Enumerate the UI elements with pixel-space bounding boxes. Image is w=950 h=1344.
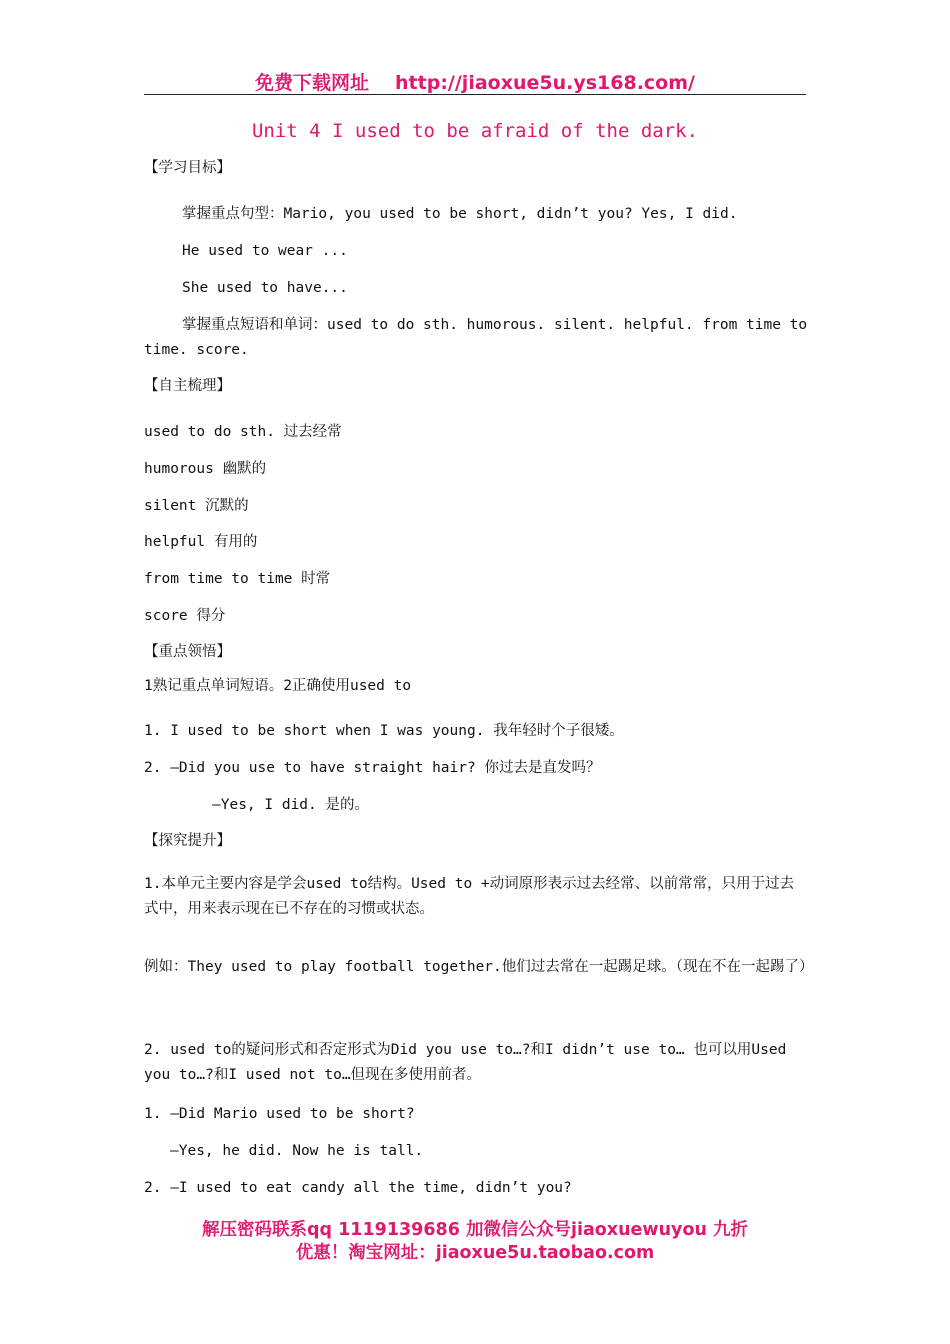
goals-line-1: 掌握重点句型：Mario, you used to be short, didn’t you? Yes, I did. [182,206,738,222]
explore-question-1-answer: —Yes, he did. Now he is tall. [170,1143,424,1159]
section-heading-goals: 【学习目标】 [144,160,231,176]
vocab-item: helpful 有用的 [144,534,258,550]
explore-paragraph-3: 2. used to的疑问形式和否定形式为Did you use to…?和I didn’t use to… 也可以用Used you to…?和I used not to…但现在多使用前者。 [144,1042,787,1083]
header-url-link[interactable]: http://jiaoxue5u.ys168.com/ [395,72,695,94]
vocab-item: from time to time 时常 [144,571,331,587]
section-heading-review: 【自主梳理】 [144,378,231,394]
goals-line-4a: 掌握重点短语和单词：used to do sth. humorous. silent. helpful. from time to [182,317,808,333]
vocab-item: score 得分 [144,608,226,624]
vocab-item: humorous 幽默的 [144,461,267,477]
goals-line-3: She used to have... [182,280,348,296]
key-example-2: 2. —Did you use to have straight hair? 你过去是直发吗？ [144,760,601,776]
page-title: Unit 4 I used to be afraid of the dark. [251,120,699,142]
page-header [144,68,806,95]
goals-line-4b: time. score. [144,342,249,358]
key-example-2-answer: —Yes, I did. 是的。 [212,797,369,813]
explore-paragraph-2: 例如：They used to play football together.他们过去常在一起踢足球。（现在不在一起踢了） [144,959,814,975]
explore-question-1: 1. —Did Mario used to be short? [144,1106,415,1122]
section-heading-key: 【重点领悟】 [144,644,231,660]
section-heading-explore: 【探究提升】 [144,833,231,849]
header-site-label: 免费下载网址 [255,72,370,94]
vocab-item: silent 沉默的 [144,498,249,514]
footer-line-2: 优惠！淘宝网址：jiaoxue5u.taobao.com [295,1243,655,1263]
explore-paragraph-1: 1.本单元主要内容是学会used to结构。Used to +动词原形表示过去经常、以前常常，只用于过去式中，用来表示现在已不存在的习惯或状态。 [144,876,795,917]
explore-question-2: 2. —I used to eat candy all the time, didn’t you? [144,1180,572,1196]
header-divider [144,94,806,95]
vocab-item: used to do sth. 过去经常 [144,424,342,440]
key-intro: 1熟记重点单词短语。2正确使用used to [144,678,412,694]
page-footer [144,1219,806,1265]
key-example-1: 1. I used to be short when I was young. 我年轻时个子很矮。 [144,723,624,739]
goals-line-2: He used to wear ... [182,243,348,259]
footer-line-1: 解压密码联系qq 1119139686 加微信公众号jiaoxuewuyou 九折 [201,1220,749,1240]
